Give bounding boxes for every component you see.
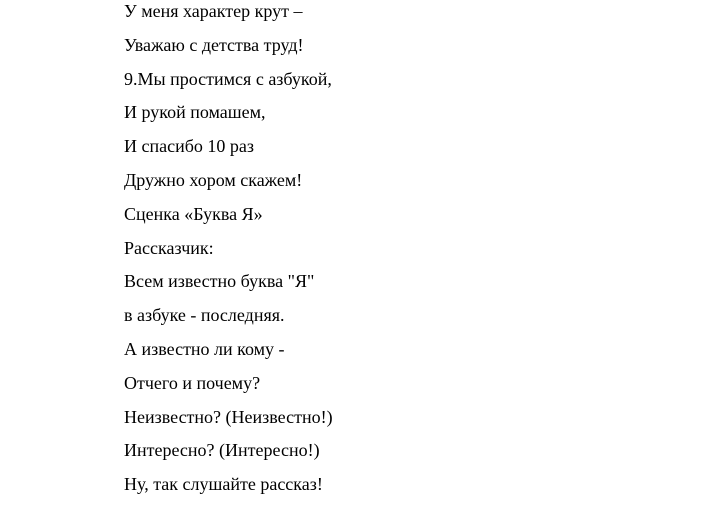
text-line: 9.Мы простимся с азбукой, — [124, 68, 332, 89]
text-line: Неизвестно? (Неизвестно!) — [124, 406, 333, 427]
text-line: Отчего и почему? — [124, 372, 261, 393]
text-line: А известно ли кому - — [124, 338, 285, 359]
text-line: Ну, так слушайте рассказ! — [124, 474, 323, 495]
text-line: Всем известно буква "Я" — [124, 271, 315, 292]
text-body — [124, 0, 333, 507]
text-line: Уважаю с детства труд! — [124, 34, 304, 55]
text-line: И рукой помашем, — [124, 102, 266, 123]
speaker-label: Рассказчик: — [124, 237, 214, 258]
text-line: Дружно хором скажем! — [124, 169, 303, 190]
text-line: в азбуке - последняя. — [124, 305, 285, 326]
text-line: И спасибо 10 раз — [124, 136, 254, 157]
scene-title: Сценка «Буква Я» — [124, 203, 263, 224]
text-line: Интересно? (Интересно!) — [124, 440, 320, 461]
text-line: У меня характер крут – — [124, 1, 303, 21]
